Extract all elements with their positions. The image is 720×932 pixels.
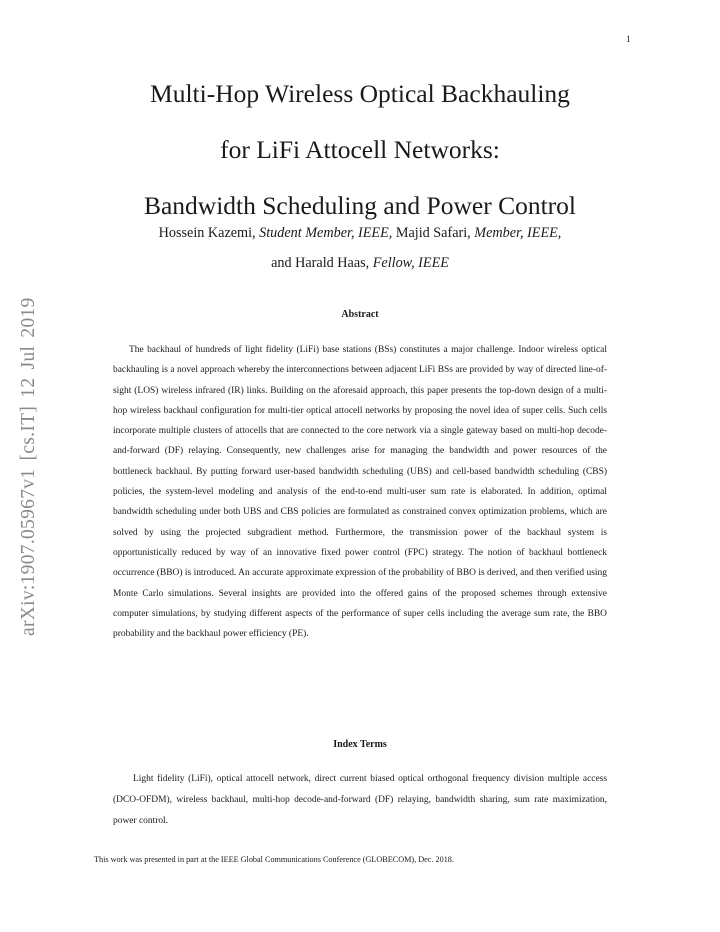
author-membership: Member, IEEE,: [474, 225, 562, 241]
page-number: 1: [626, 34, 631, 44]
index-terms-text: Light fidelity (LiFi), optical attocell network, direct current biased optical orthogonal frequency division multiple access (DCO-OFDM), wireless backhaul, multi-hop decode-and-forward (DF) relaying, bandwidth sharing, sum rate maximization, power control.: [113, 774, 607, 826]
abstract-heading: Abstract: [341, 309, 379, 320]
title-line: Multi-Hop Wireless Optical Backhauling: [150, 79, 570, 108]
author-membership: Fellow, IEEE: [372, 255, 449, 271]
author-list: [60, 218, 660, 278]
title-line: for LiFi Attocell Networks:: [220, 135, 500, 164]
author-membership: Student Member, IEEE,: [259, 225, 393, 241]
author-name: Hossein Kazemi,: [158, 225, 260, 241]
author-line: [60, 218, 660, 248]
title-line: Bandwidth Scheduling and Power Control: [143, 191, 577, 220]
index-terms-heading: Index Terms: [333, 739, 387, 750]
author-name: and Harald Haas,: [271, 255, 373, 271]
footnote: This work was presented in part at the IEEE Global Communications Conference (GLOBECOM), Dec. 2018.: [94, 855, 454, 864]
arxiv-identifier-stamp: arXiv:1907.05967v1 [cs.IT] 12 Jul 2019: [18, 297, 39, 636]
paper-title: [100, 66, 620, 234]
abstract-text: The backhaul of hundreds of light fidelity (LiFi) base stations (BSs) constitutes a major challenge. Indoor wireless optical backhauling is a novel approach whereby the interconnections between adjacent LiFi BSs are provided by way of directed line-of-sight (LOS) wireless infrared (IR) links. Building on the aforesaid approach, this paper presents the top-down design of a multi-hop wireless backhaul configuration for multi-tier optical attocell networks by proposing the novel idea of super cells. Such cells incorporate multiple clusters of attocells that are connected to the core network via a single gateway based on multi-hop decode-and-forward (DF) relaying. Consequently, new challenges arise for managing the bandwidth and power resources of the bottleneck backhaul. By putting forward user-based bandwidth scheduling (UBS) and cell-based bandwidth scheduling (CBS) policies, the system-level modeling and analysis of the end-to-end multi-user sum rate is elaborated. In addition, optimal bandwidth scheduling under both UBS and CBS policies are formulated as constrained convex optimization problems, which are solved by using the projected subgradient method. Furthermore, the transmission power of the backhaul system is opportunistically reduced by way of an innovative fixed power control (FPC) strategy. The notion of backhaul bottleneck occurrence (BBO) is introduced. An accurate approximate expression of the probability of BBO is derived, and then verified using Monte Carlo simulations. Several insights are provided into the offered gains of the proposed schemes through extensive computer simulations, by studying different aspects of the performance of super cells including the average sum rate, the BBO probability and the backhaul power efficiency (PE).: [113, 345, 607, 640]
author-line: [60, 248, 660, 278]
author-name: Majid Safari,: [392, 225, 475, 241]
